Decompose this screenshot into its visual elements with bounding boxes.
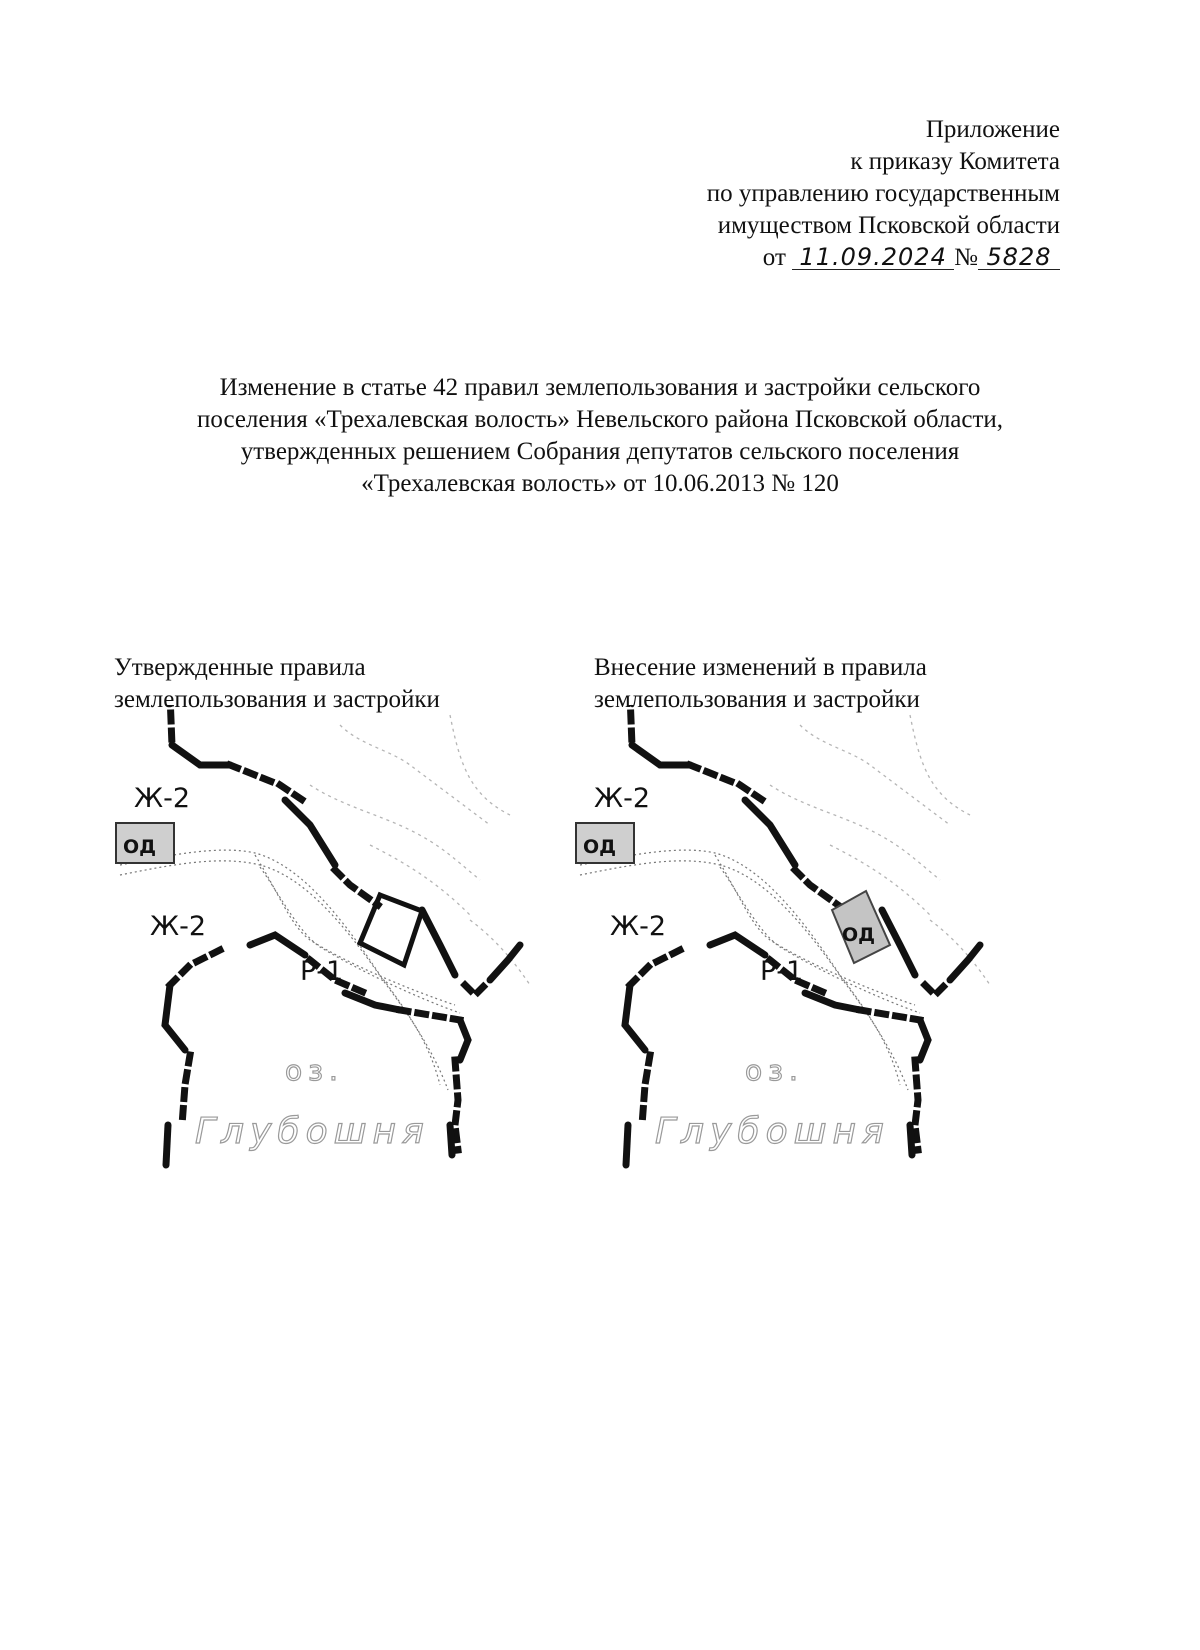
od-label: ОД (583, 836, 617, 858)
map-approved-svg (110, 705, 550, 1225)
map-amended-svg (570, 705, 1010, 1225)
right-caption-line-2: землепользования и застройки (594, 686, 920, 713)
appendix-date-line (707, 242, 1060, 274)
appendix-block (707, 114, 1060, 274)
title-line-4: «Трехалевская волость» от 10.06.2013 № 120 (361, 470, 839, 497)
title-line-1: Изменение в статье 42 правил землепользования и застройки сельского (219, 374, 981, 401)
appendix-line-3: по управлению государственным (706, 180, 1060, 207)
zone-label-zh2-top: Ж-2 (594, 783, 651, 814)
zone-label-zh2-mid: Ж-2 (150, 911, 207, 942)
document-title (100, 372, 1100, 500)
lake-prefix: оз. (745, 1054, 804, 1087)
boundary-solid (625, 745, 980, 1165)
appendix-line-2: к приказу Комитета (850, 148, 1060, 175)
od-site-new (832, 891, 890, 963)
right-caption-line-1: Внесение изменений в правила (594, 654, 927, 681)
site-outline (360, 895, 422, 965)
number-prefix: № (954, 244, 978, 271)
zone-label-r1: Р-1 (300, 956, 344, 987)
title-line-2: поселения «Трехалевская волость» Невельского района Псковской области, (196, 406, 1004, 433)
od-badge-right (576, 823, 634, 863)
map-approved (110, 705, 550, 1225)
handwritten-number: 5828 (978, 245, 1060, 270)
zone-label-zh2-top: Ж-2 (134, 783, 191, 814)
zone-label-r1: Р-1 (760, 956, 804, 987)
od-site-label: ОД (842, 924, 876, 946)
title-line-3: утвержденных решением Собрания депутатов сельского поселения (240, 438, 960, 465)
appendix-line-1: Приложение (925, 116, 1060, 143)
lake-name: Глубошня (655, 1111, 890, 1152)
appendix-line-4: имуществом Псковской области (717, 212, 1060, 239)
lake-prefix: оз. (285, 1054, 344, 1087)
zone-label-zh2-mid: Ж-2 (610, 911, 667, 942)
date-prefix: от (762, 244, 786, 271)
od-label: ОД (123, 836, 157, 858)
lake-name: Глубошня (195, 1111, 430, 1152)
handwritten-date: 11.09.2024 (792, 245, 954, 270)
boundary-solid (165, 745, 520, 1165)
contour-lines (310, 715, 530, 985)
left-caption-line-2: землепользования и застройки (114, 686, 440, 713)
map-amended (570, 705, 1010, 1225)
left-caption-line-1: Утвержденные правила (114, 654, 366, 681)
od-badge-left (116, 823, 174, 863)
